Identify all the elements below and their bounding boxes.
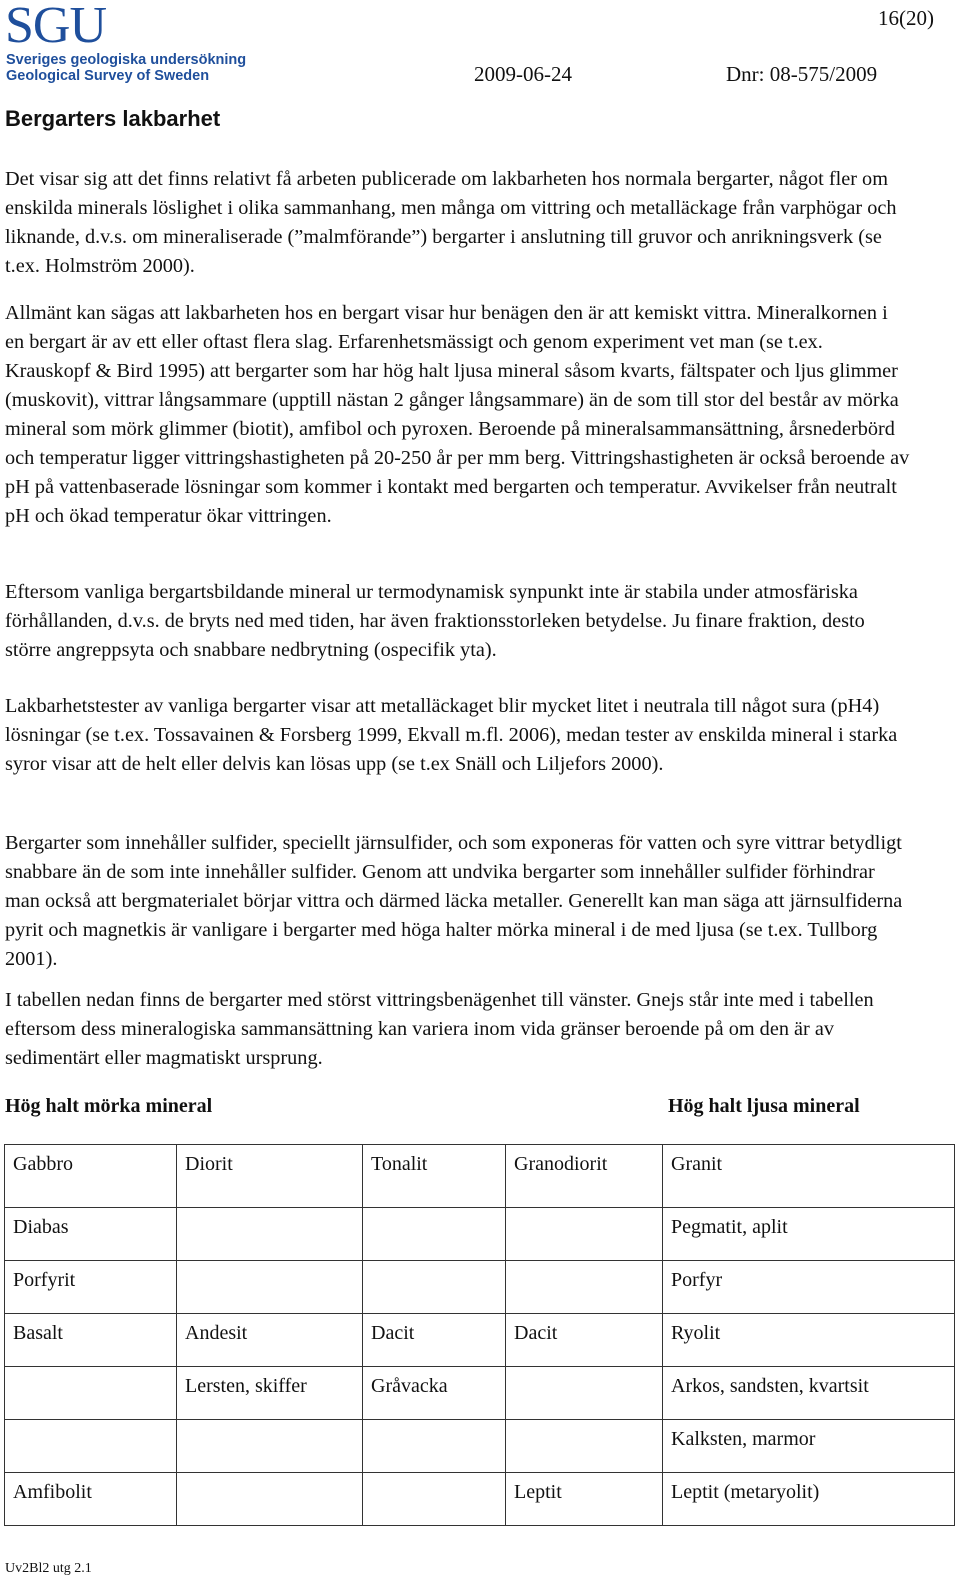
table-cell <box>363 1420 506 1473</box>
table-cell: Lersten, skiffer <box>177 1367 363 1420</box>
section-title: Bergarters lakbarhet <box>5 106 221 131</box>
logo-subtitle-swedish: Sveriges geologiska undersökning <box>6 52 247 68</box>
table-cell: Basalt <box>5 1314 177 1367</box>
table-cell: Tonalit <box>363 1145 506 1208</box>
table-row <box>5 1367 955 1420</box>
table-cell: Dacit <box>363 1314 506 1367</box>
table-label-dark-minerals: Hög halt mörka mineral <box>5 1095 213 1117</box>
table-cell <box>177 1473 363 1526</box>
table-cell <box>506 1420 663 1473</box>
paragraph-4: Lakbarhetstester av vanliga bergarter visar att metalläckaget blir mycket litet i neutrala till något sura (pH4) lösningar (se t.ex. Tossavainen & Forsberg 1999, Ekvall m.fl. 2006), medan tester av enskilda mineral i starka syror visar att de helt eller delvis kan lösas upp (se t.ex Snäll och Liljefors 2000). <box>5 695 898 775</box>
table-row <box>5 1420 955 1473</box>
table-cell <box>506 1367 663 1420</box>
table-cell: Granit <box>663 1145 955 1208</box>
table-cell <box>363 1473 506 1526</box>
table-cell <box>506 1208 663 1261</box>
table-cell: Ryolit <box>663 1314 955 1367</box>
table-cell: Andesit <box>177 1314 363 1367</box>
table-row <box>5 1314 955 1367</box>
table-cell <box>177 1420 363 1473</box>
paragraph-5: Bergarter som innehåller sulfider, speciellt järnsulfider, och som exponeras för vatten och syre vittrar betydligt snabbare än de som inte innehåller sulfider. Genom att undvika bergarter som innehåller sulfider förhindrar man också att bergmaterialet börjar vittra och därmed läcka metaller. Generellt kan man säga att järnsulfiderna pyrit och magnetkis är vanligare i bergarter med höga halter mörka mineral i de med ljusa (se t.ex. Tullborg 2001). <box>5 832 903 970</box>
paragraph-3: Eftersom vanliga bergartsbildande mineral ur termodynamisk synpunkt inte är stabila under atmosfäriska förhållanden, d.v.s. de bryts ned med tiden, har även fraktionsstorleken betydelse. Ju finare fraktion, desto större angreppsyta och snabbare nedbrytning (ospecifik yta). <box>5 581 865 661</box>
sgu-logo: SGU <box>5 0 107 54</box>
table-cell: Amfibolit <box>5 1473 177 1526</box>
table-cell: Kalksten, marmor <box>663 1420 955 1473</box>
table-cell: Gabbro <box>5 1145 177 1208</box>
table-cell <box>363 1261 506 1314</box>
table-row <box>5 1145 955 1208</box>
table-cell <box>177 1261 363 1314</box>
table-cell: Gråvacka <box>363 1367 506 1420</box>
table-cell: Diabas <box>5 1208 177 1261</box>
table-cell: Diorit <box>177 1145 363 1208</box>
table-label-light-minerals: Hög halt ljusa mineral <box>668 1095 860 1117</box>
table-cell: Leptit (metaryolit) <box>663 1473 955 1526</box>
table-cell: Arkos, sandsten, kvartsit <box>663 1367 955 1420</box>
table-cell <box>177 1208 363 1261</box>
logo-subtitle-english: Geological Survey of Sweden <box>6 68 210 84</box>
table-cell: Pegmatit, aplit <box>663 1208 955 1261</box>
table-row <box>5 1473 955 1526</box>
table-cell: Porfyrit <box>5 1261 177 1314</box>
table-cell: Leptit <box>506 1473 663 1526</box>
table-cell <box>363 1208 506 1261</box>
table-cell <box>506 1261 663 1314</box>
table-row <box>5 1208 955 1261</box>
document-number: Dnr: 08-575/2009 <box>726 62 878 86</box>
table-cell: Granodiorit <box>506 1145 663 1208</box>
table-cell <box>5 1420 177 1473</box>
page-number: 16(20) <box>878 6 934 30</box>
table-cell <box>5 1367 177 1420</box>
paragraph-2: Allmänt kan sägas att lakbarheten hos en bergart visar hur benägen den är att kemiskt vittra. Mineralkornen i en bergart är av ett eller oftast flera slag. Erfarenhetsmässigt och genom experiment vet man (se t.ex. Krauskopf & Bird 1995) att bergarter som har hög halt ljusa mineral såsom kvarts, fältspater och ljus glimmer (muskovit), vittrar långsammare (upptill nästan 2 gånger långsammare) än de som till stor del består av mörka mineral som mörk glimmer (biotit), amfibol och pyroxen. Beroende på mineralsammansättning, årsnederbörd och temperatur ligger vittringshastigheten på 20-250 år per mm berg. Vittringshastigheten är också beroende av pH på vattenbaserade lösningar som kommer i kontakt med bergarten och temperatur. Avvikelser från neutralt pH och ökad temperatur ökar vittringen. <box>5 302 910 527</box>
paragraph-1: Det visar sig att det finns relativt få arbeten publicerade om lakbarheten hos normala bergarter, något fler om enskilda minerals löslighet i olika sammanhang, men många om vittring och metalläckage från varphögar och liknande, d.v.s. om mineraliserade (”malmförande”) bergarter i anslutning till gruvor och anrikningsverk (se t.ex. Holmström 2000). <box>5 168 897 277</box>
table-cell: Porfyr <box>663 1261 955 1314</box>
table-cell: Dacit <box>506 1314 663 1367</box>
table-row <box>5 1261 955 1314</box>
footer-template-code: Uv2Bl2 utg 2.1 <box>5 1561 92 1576</box>
document-date: 2009-06-24 <box>474 62 572 86</box>
rock-type-table <box>4 1144 955 1526</box>
paragraph-6: I tabellen nedan finns de bergarter med störst vittringsbenägenhet till vänster. Gnejs står inte med i tabellen eftersom dess mineralogiska sammansättning kan variera inom vida gränser beroende på om den är av sedimentärt eller magmatiskt ursprung. <box>5 989 874 1069</box>
